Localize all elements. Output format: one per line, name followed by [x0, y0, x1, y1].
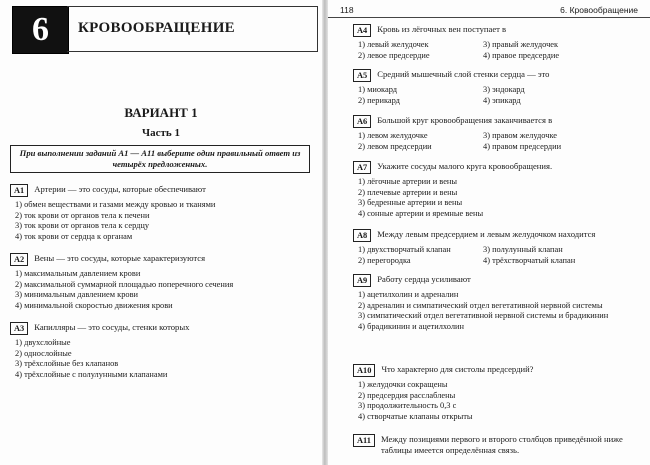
question-label: А11 [353, 434, 375, 447]
instruction-box: При выполнении заданий А1 — А11 выберите один правильный ответ из четырёх предложенных. [10, 145, 310, 173]
option: 4) эпикард [483, 95, 521, 105]
question-label: А6 [353, 115, 371, 128]
question-text: Укажите сосуды малого круга кровообращения. [377, 161, 553, 171]
question-label: А9 [353, 274, 371, 287]
question-a9 [353, 274, 643, 332]
option: 3) симпатический отдел вегетативной нервной системы и брадикинин [358, 311, 609, 321]
option: 4) правое предсердие [483, 50, 560, 60]
option: 4) правом предсердии [483, 141, 562, 151]
option: 3) бедренные артерии и вены [358, 198, 463, 208]
question-text: Капилляры — это сосуды, стенки которых [34, 322, 190, 332]
option: 2) предсердия расслаблены [358, 390, 456, 400]
question-a11 [353, 434, 643, 456]
option: 3) ток крови от органов тела к сердцу [15, 221, 150, 231]
option: 4) минимальной скоростью движения крови [15, 300, 173, 310]
option: 3) продолжительность 0,3 с [358, 401, 457, 411]
option: 4) створчатые клапаны открыты [358, 411, 473, 421]
question-text: Кровь из лёгочных вен поступает в [377, 24, 507, 34]
question-text: Между позициями первого и второго столбцов приведённой ниже таблицы имеется определённая связь. [380, 434, 623, 455]
question-a1 [10, 184, 315, 242]
option: 2) перегородка [358, 255, 411, 265]
question-label: А5 [353, 69, 371, 82]
option: 1) миокард [358, 85, 398, 94]
chapter-title: КРОВООБРАЩЕНИЕ [78, 20, 235, 36]
variant-heading: ВАРИАНТ 1 [124, 105, 198, 120]
option: 1) двухслойные [15, 338, 71, 347]
option: 4) сонные артерии и яремные вены [358, 208, 484, 218]
option: 1) обмен веществами и газами между кровью и тканями [15, 200, 216, 209]
option: 3) полулунный клапан [483, 245, 563, 254]
question-a3 [10, 322, 315, 380]
question-a8 [353, 229, 643, 266]
option: 1) левом желудочке [358, 131, 428, 140]
option: 2) адреналин и симпатический отдел вегетативной нервной системы [358, 300, 603, 310]
option: 2) однослойные [15, 348, 72, 358]
option: 2) ток крови от органов тела к печени [15, 210, 150, 220]
question-text: Средний мышечный слой стенки сердца — это [377, 69, 550, 79]
question-text: Артерии — это сосуды, которые обеспечивают [34, 184, 206, 194]
question-label: А8 [353, 229, 371, 242]
page-number: 118 [340, 5, 354, 15]
question-label: А3 [10, 322, 28, 335]
question-text: Большой круг кровообращения заканчивается в [377, 115, 553, 125]
option: 1) левый желудочек [358, 40, 429, 49]
question-text: Работу сердца усиливают [377, 274, 471, 284]
question-text: Вены — это сосуды, которые характеризуются [34, 253, 206, 263]
option: 4) брадикинин и ацетилхолин [358, 321, 464, 331]
left-page [0, 0, 322, 465]
option: 4) ток крови от сердца к органам [15, 231, 133, 241]
running-title: 6. Кровообращение [560, 5, 638, 15]
option: 3) трёхслойные без клапанов [15, 359, 119, 369]
option: 2) плечевые артерии и вены [358, 187, 458, 197]
question-a10 [353, 364, 643, 422]
option: 2) левое предсердие [358, 50, 430, 60]
chapter-number: 6 [12, 6, 69, 54]
option: 3) правом желудочке [483, 131, 558, 140]
option: 1) желудочки сокращены [358, 380, 448, 389]
question-a7 [353, 161, 643, 219]
right-page [328, 0, 650, 465]
part-heading: Часть 1 [142, 127, 180, 139]
option: 1) двухстворчатый клапан [358, 245, 451, 254]
option: 3) правый желудочек [483, 40, 559, 49]
question-a4 [353, 24, 643, 61]
option: 1) максимальным давлением крови [15, 269, 141, 278]
option: 2) левом предсердии [358, 141, 432, 151]
running-header [328, 4, 650, 18]
option: 3) эндокард [483, 85, 525, 94]
option: 2) максимальной суммарной площадью поперечного сечения [15, 279, 234, 289]
option: 3) минимальным давлением крови [15, 290, 139, 300]
question-label: А10 [353, 364, 375, 377]
question-label: А2 [10, 253, 28, 266]
option: 4) трёхслойные с полулунными клапанами [15, 369, 168, 379]
question-text: Между левым предсердием и левым желудочком находится [377, 229, 596, 239]
option: 1) ацетилхолин и адреналин [358, 290, 459, 299]
question-a2 [10, 253, 315, 311]
option: 2) перикард [358, 95, 400, 105]
question-label: А7 [353, 161, 371, 174]
question-label: А4 [353, 24, 371, 37]
option: 4) трёхстворчатый клапан [483, 255, 576, 265]
question-a6 [353, 115, 643, 152]
option: 1) лёгочные артерии и вены [358, 177, 458, 186]
question-label: А1 [10, 184, 28, 197]
question-text: Что характерно для систолы предсердий? [381, 364, 534, 374]
question-a5 [353, 69, 643, 106]
